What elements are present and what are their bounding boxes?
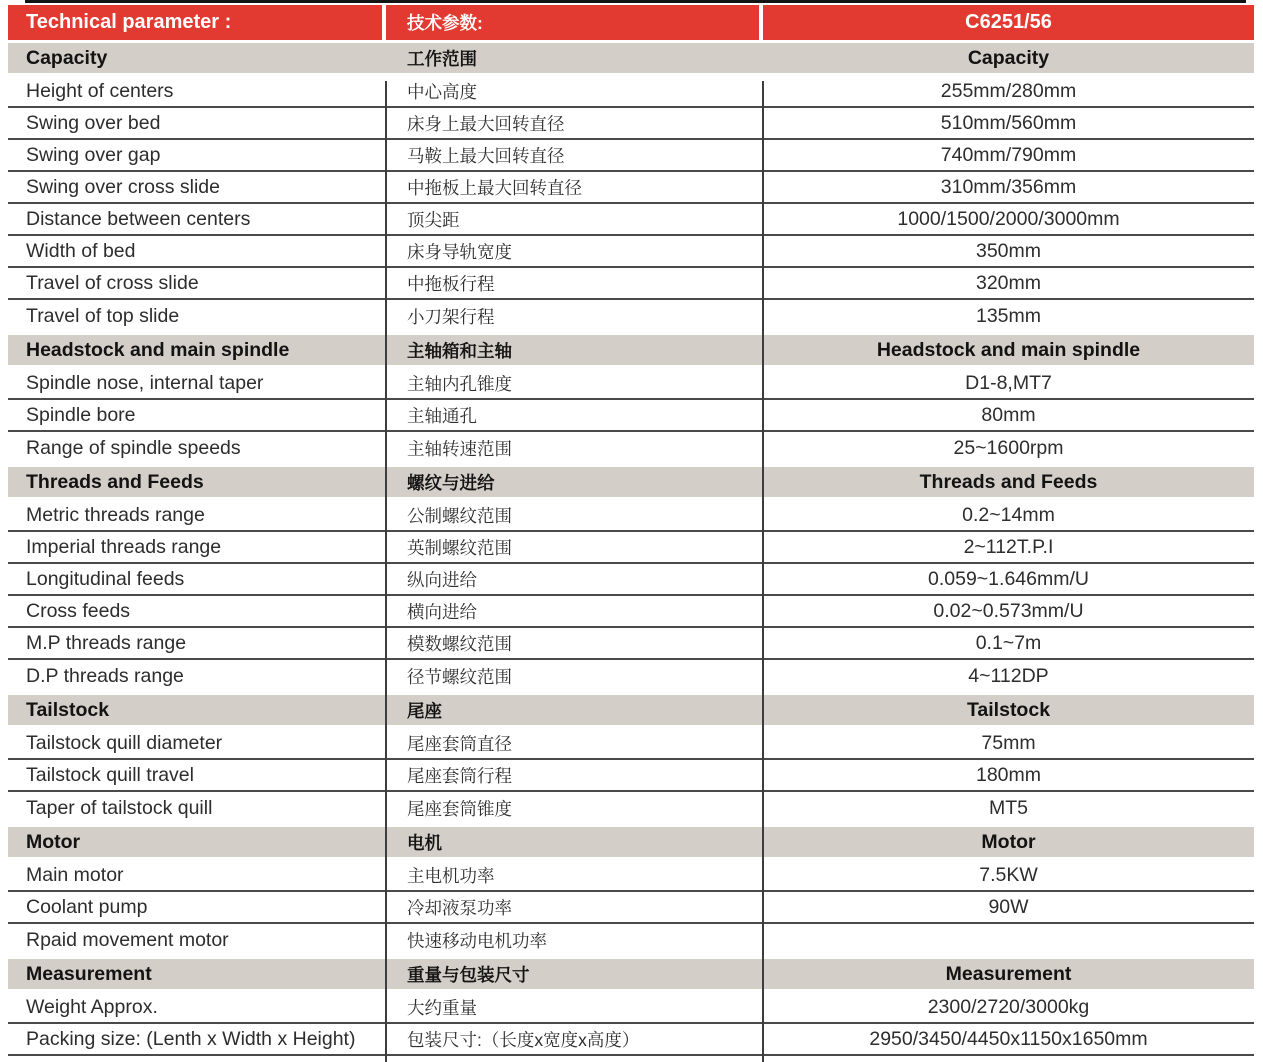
table-row (8, 140, 1254, 172)
section-label-zh: 主轴箱和主轴 (407, 340, 512, 361)
param-name-en: Distance between centers (26, 207, 251, 230)
param-name-zh: 床身导轨宽度 (407, 241, 512, 262)
param-name-zh: 主轴内孔锥度 (407, 373, 512, 394)
param-name-zh: 床身上最大回转直径 (407, 113, 565, 134)
section-row (8, 827, 1254, 857)
section-value-header: Motor (981, 830, 1036, 853)
table-row (8, 432, 1254, 464)
param-value: 7.5KW (979, 863, 1038, 886)
param-value: 0.059~1.646mm/U (928, 567, 1089, 590)
param-name-en: Packing size: (Lenth x Width x Height) (26, 1027, 356, 1050)
technical-parameter-table (8, 5, 1254, 1056)
table-row (8, 660, 1254, 692)
section-row (8, 695, 1254, 725)
param-name-zh: 快速移动电机功率 (407, 930, 547, 951)
param-name-en: M.P threads range (26, 631, 187, 654)
section-row (8, 467, 1254, 497)
param-name-en: Taper of tailstock quill (26, 796, 213, 819)
param-name-zh: 模数螺纹范围 (407, 633, 512, 654)
param-name-zh: 横向进给 (407, 601, 477, 622)
section-label-zh: 重量与包装尺寸 (407, 964, 530, 985)
param-value: 75mm (981, 731, 1036, 754)
table-row (8, 204, 1254, 236)
param-name-en: Main motor (26, 863, 124, 886)
table-row (8, 1024, 1254, 1056)
param-name-zh: 顶尖距 (407, 209, 460, 230)
param-value: 0.2~14mm (962, 503, 1055, 526)
column-divider-1 (385, 81, 387, 1062)
param-name-en: Tailstock quill travel (26, 763, 194, 786)
section-label-en: Headstock and main spindle (26, 338, 290, 361)
param-value: 25~1600rpm (953, 436, 1064, 459)
param-value: 510mm/560mm (940, 111, 1077, 134)
param-name-en: Travel of top slide (26, 304, 180, 327)
param-value: 0.02~0.573mm/U (933, 599, 1084, 622)
section-row (8, 43, 1254, 73)
param-name-zh: 小刀架行程 (407, 306, 495, 327)
param-name-zh: 主轴通孔 (407, 405, 477, 426)
section-label-zh: 尾座 (407, 700, 442, 721)
param-name-zh: 主轴转速范围 (407, 438, 512, 459)
param-value: 80mm (981, 403, 1036, 426)
param-name-en: Coolant pump (26, 895, 148, 918)
table-row (8, 728, 1254, 760)
param-value: 90W (988, 895, 1029, 918)
param-name-zh: 马鞍上最大回转直径 (407, 145, 565, 166)
table-body (8, 43, 1254, 1056)
param-name-zh: 尾座套筒直径 (407, 733, 512, 754)
param-name-zh: 径节螺纹范围 (407, 666, 512, 687)
header-title-en: Technical parameter : (8, 5, 386, 40)
param-name-en: Metric threads range (26, 503, 205, 526)
param-value: 0.1~7m (975, 631, 1042, 654)
param-name-en: Travel of cross slide (26, 271, 199, 294)
param-name-en: Width of bed (26, 239, 136, 262)
section-row (8, 335, 1254, 365)
param-name-zh: 纵向进给 (407, 569, 477, 590)
table-row (8, 892, 1254, 924)
param-name-en: D.P threads range (26, 664, 184, 687)
param-name-en: Swing over bed (26, 111, 161, 134)
param-value: 2300/2720/3000kg (927, 995, 1090, 1018)
section-label-en: Capacity (26, 46, 108, 69)
param-name-en: Height of centers (26, 79, 174, 102)
section-label-en: Measurement (26, 962, 152, 985)
table-row (8, 596, 1254, 628)
param-value: MT5 (989, 796, 1028, 819)
param-value: 2950/3450/4450x1150x1650mm (869, 1027, 1148, 1050)
param-value: 310mm/356mm (940, 175, 1077, 198)
param-value: 4~112DP (968, 664, 1049, 687)
param-name-en: Tailstock quill diameter (26, 731, 223, 754)
table-row (8, 268, 1254, 300)
param-name-zh: 中拖板上最大回转直径 (407, 177, 582, 198)
table-row (8, 400, 1254, 432)
section-label-zh: 电机 (407, 832, 442, 853)
param-name-zh: 尾座套筒锥度 (407, 798, 512, 819)
param-name-zh: 中心高度 (407, 81, 477, 102)
table-row (8, 924, 1254, 956)
param-name-en: Imperial threads range (26, 535, 222, 558)
page-top-rule (25, 0, 1246, 3)
param-value: 1000/1500/2000/3000mm (897, 207, 1120, 230)
param-name-zh: 主电机功率 (407, 865, 495, 886)
section-value-header: Measurement (945, 962, 1072, 985)
section-value-header: Headstock and main spindle (876, 338, 1141, 361)
param-name-en: Spindle nose, internal taper (26, 371, 264, 394)
param-value: 255mm/280mm (940, 79, 1077, 102)
section-label-zh: 工作范围 (407, 48, 477, 69)
param-name-en: Cross feeds (26, 599, 131, 622)
param-name-zh: 大约重量 (407, 997, 477, 1018)
table-row (8, 76, 1254, 108)
section-label-en: Motor (26, 830, 81, 853)
param-name-zh: 包装尺寸:（长度x宽度x高度） (407, 1029, 640, 1050)
section-row (8, 959, 1254, 989)
table-row (8, 792, 1254, 824)
param-name-en: Longitudinal feeds (26, 567, 185, 590)
param-name-zh: 公制螺纹范围 (407, 505, 512, 526)
table-row (8, 992, 1254, 1024)
section-value-header: Threads and Feeds (919, 470, 1098, 493)
param-name-en: Range of spindle speeds (26, 436, 241, 459)
table-row (8, 532, 1254, 564)
section-value-header: Capacity (967, 46, 1050, 69)
table-header-row (8, 5, 1254, 40)
section-value-header: Tailstock (966, 698, 1051, 721)
param-name-zh: 中拖板行程 (407, 273, 495, 294)
table-row (8, 564, 1254, 596)
section-label-en: Threads and Feeds (26, 470, 204, 493)
param-value: 180mm (975, 763, 1042, 786)
table-row (8, 236, 1254, 268)
table-row (8, 172, 1254, 204)
table-row (8, 108, 1254, 140)
column-divider-2 (762, 81, 764, 1062)
table-row (8, 628, 1254, 660)
section-label-en: Tailstock (26, 698, 110, 721)
param-value (763, 924, 1254, 956)
param-value: 320mm (975, 271, 1042, 294)
param-name-en: Spindle bore (26, 403, 136, 426)
header-title-zh: 技术参数: (386, 5, 763, 40)
param-value: 135mm (975, 304, 1042, 327)
table-row (8, 300, 1254, 332)
param-value: D1-8,MT7 (965, 371, 1052, 394)
table-row (8, 760, 1254, 792)
param-name-zh: 英制螺纹范围 (407, 537, 512, 558)
param-name-zh: 尾座套筒行程 (407, 765, 512, 786)
param-value: 740mm/790mm (940, 143, 1077, 166)
section-label-zh: 螺纹与进给 (407, 472, 495, 493)
table-row (8, 500, 1254, 532)
table-row (8, 860, 1254, 892)
param-name-zh: 冷却液泵功率 (407, 897, 512, 918)
param-value: 2~112T.P.I (963, 535, 1054, 558)
param-name-en: Rpaid movement motor (26, 928, 229, 951)
param-name-en: Weight Approx. (26, 995, 158, 1018)
param-value: 350mm (975, 239, 1042, 262)
table-row (8, 368, 1254, 400)
header-model-number: C6251/56 (965, 11, 1052, 33)
param-name-en: Swing over cross slide (26, 175, 220, 198)
param-name-en: Swing over gap (26, 143, 161, 166)
